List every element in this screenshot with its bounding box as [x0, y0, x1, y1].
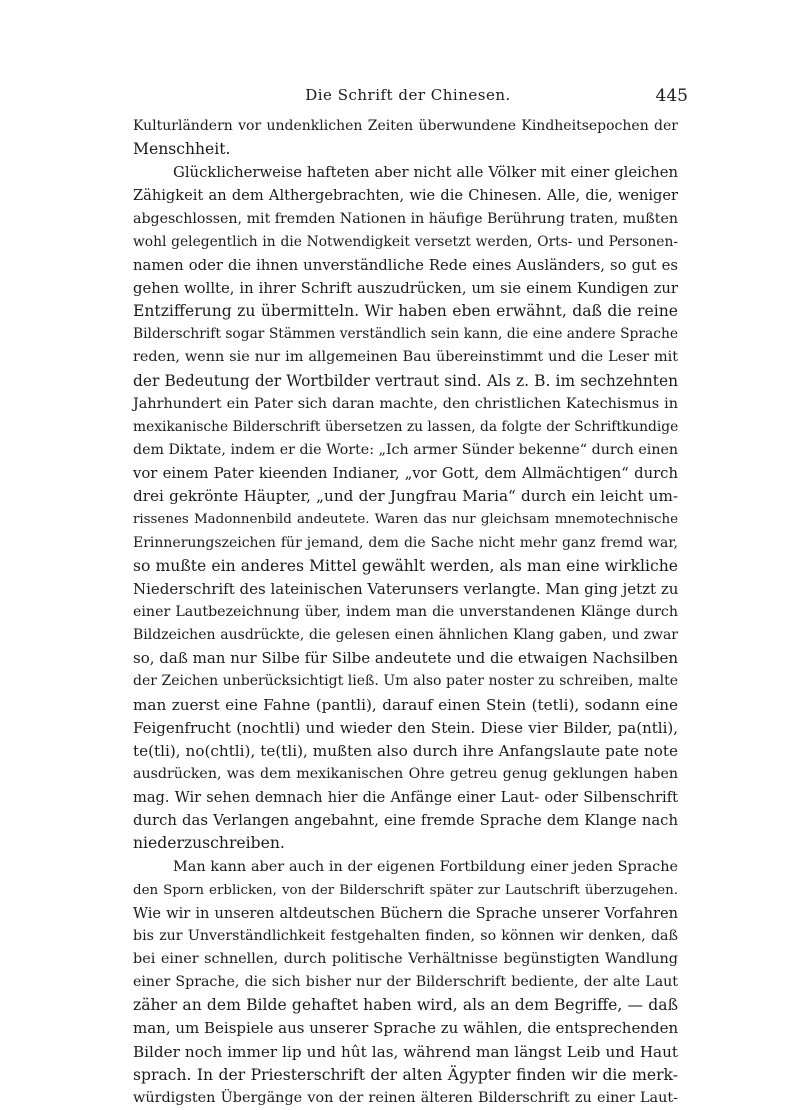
- text-line: sprach. In der Priesterschrift der alten Ägypter finden wir die merk-: [133, 1065, 678, 1084]
- text-line: Bilder noch immer lip und hût las, während man längst Leib und Haut: [133, 1042, 678, 1061]
- text-line: bei einer schnellen, durch politische Verhältnisse begünstigten Wandlung: [133, 951, 678, 968]
- text-line: Feigenfrucht (nochtli) und wieder den Stein. Diese vier Bilder, pa(ntli),: [133, 718, 678, 737]
- text-line: ausdrücken, was dem mexikanischen Ohre getreu genug geklungen haben: [133, 765, 678, 782]
- text-line: mexikanische Bilderschrift übersetzen zu lassen, da folgte der Schriftkundige: [133, 418, 679, 435]
- text-line: Erinnerungszeichen für jemand, dem die Sache nicht mehr ganz fremd war,: [133, 534, 678, 551]
- text-line: so, daß man nur Silbe für Silbe andeutete und die etwaigen Nachsilben: [133, 649, 678, 668]
- text-line: drei gekrönte Häupter, „und der Jungfrau Maria“ durch ein leicht um-: [133, 487, 678, 506]
- text-line: Bildzeichen ausdrückte, die gelesen einen ähnlichen Klang gaben, und zwar: [133, 627, 678, 644]
- text-line: Zähigkeit an dem Althergebrachten, wie die Chinesen. Alle, die, weniger: [133, 187, 678, 205]
- text-line: rissenes Madonnenbild andeutete. Waren das nur gleichsam mnemotechnische: [133, 512, 678, 528]
- text-line: reden, wenn sie nur im allgemeinen Bau übereinstimmt und die Leser mit: [133, 349, 678, 366]
- page-number: 445: [655, 86, 688, 106]
- text-line: wohl gelegentlich in die Notwendigkeit versetzt werden, Orts- und Personen-: [133, 233, 678, 250]
- text-line: Man kann aber auch in der eigenen Fortbildung einer jeden Sprache: [173, 858, 678, 875]
- text-line: Niederschrift des lateinischen Vaterunsers verlangte. Man ging jetzt zu: [133, 579, 679, 598]
- text-line: vor einem Pater kieenden Indianer, „vor Gott, dem Allmächtigen“ durch: [133, 465, 678, 483]
- text-line: einer Sprache, die sich bisher nur der Bilderschrift bediente, der alte Laut: [133, 974, 678, 991]
- text-line: der Zeichen unberücksichtigt ließ. Um also pater noster zu schreiben, malte: [133, 673, 678, 690]
- text-line: niederzuschreiben.: [133, 834, 285, 853]
- text-line: so mußte ein anderes Mittel gewählt werden, als man eine wirkliche: [133, 556, 678, 575]
- body-text: [133, 115, 678, 1110]
- text-line: bis zur Unverständlichkeit festgehalten finden, so können wir denken, daß: [133, 927, 678, 944]
- text-line: einer Lautbezeichnung über, indem man die unverstandenen Klänge durch: [133, 603, 678, 620]
- text-line: den Sporn erblicken, von der Bilderschrift später zur Lautschrift überzugehen.: [133, 882, 678, 898]
- text-line: mag. Wir sehen demnach hier die Anfänge einer Laut- oder Silbenschrift: [133, 789, 678, 807]
- text-line: Jahrhundert ein Pater sich daran machte, den christlichen Katechismus in: [133, 395, 678, 412]
- text-line: man zuerst eine Fahne (pantli), darauf einen Stein (tetli), sodann eine: [133, 695, 678, 714]
- text-line: man, um Beispiele aus unserer Sprache zu wählen, die entsprechenden: [133, 1019, 679, 1038]
- text-line: Entzifferung zu übermitteln. Wir haben eben erwähnt, daß die reine: [133, 302, 678, 321]
- text-line: Menschheit.: [133, 140, 231, 159]
- text-line: würdigsten Übergänge von der reinen älteren Bilderschrift zu einer Laut-: [133, 1089, 678, 1106]
- text-line: Glücklicherweise hafteten aber nicht alle Völker mit einer gleichen: [173, 164, 678, 182]
- text-line: durch das Verlangen angebahnt, eine fremde Sprache dem Klange nach: [133, 812, 678, 830]
- running-title: Die Schrift der Chinesen.: [305, 86, 511, 104]
- text-line: der Bedeutung der Wortbilder vertraut sind. Als z. B. im sechzehnten: [133, 371, 678, 390]
- text-line: dem Diktate, indem er die Worte: „Ich armer Sünder bekenne“ durch einen: [133, 441, 678, 458]
- text-line: te(tli), no(chtli), te(tli), mußten also durch ihre Anfangslaute pate note: [133, 741, 678, 760]
- text-line: namen oder die ihnen unverständliche Rede eines Ausländers, so gut es: [133, 256, 678, 274]
- text-line: Kulturländern vor undenklichen Zeiten überwundene Kindheitsepochen der: [133, 118, 678, 134]
- text-line: zäher an dem Bilde gehaftet haben wird, als an dem Begriffe, — daß: [133, 996, 678, 1015]
- text-line: gehen wollte, in ihrer Schrift auszudrücken, um sie einem Kundigen zur: [133, 279, 678, 297]
- text-line: Bilderschrift sogar Stämmen verständlich sein kann, die eine andere Sprache: [133, 326, 678, 343]
- text-line: Wie wir in unseren altdeutschen Büchern die Sprache unserer Vorfahren: [133, 904, 678, 922]
- text-line: abgeschlossen, mit fremden Nationen in häufige Berührung traten, mußten: [133, 210, 679, 227]
